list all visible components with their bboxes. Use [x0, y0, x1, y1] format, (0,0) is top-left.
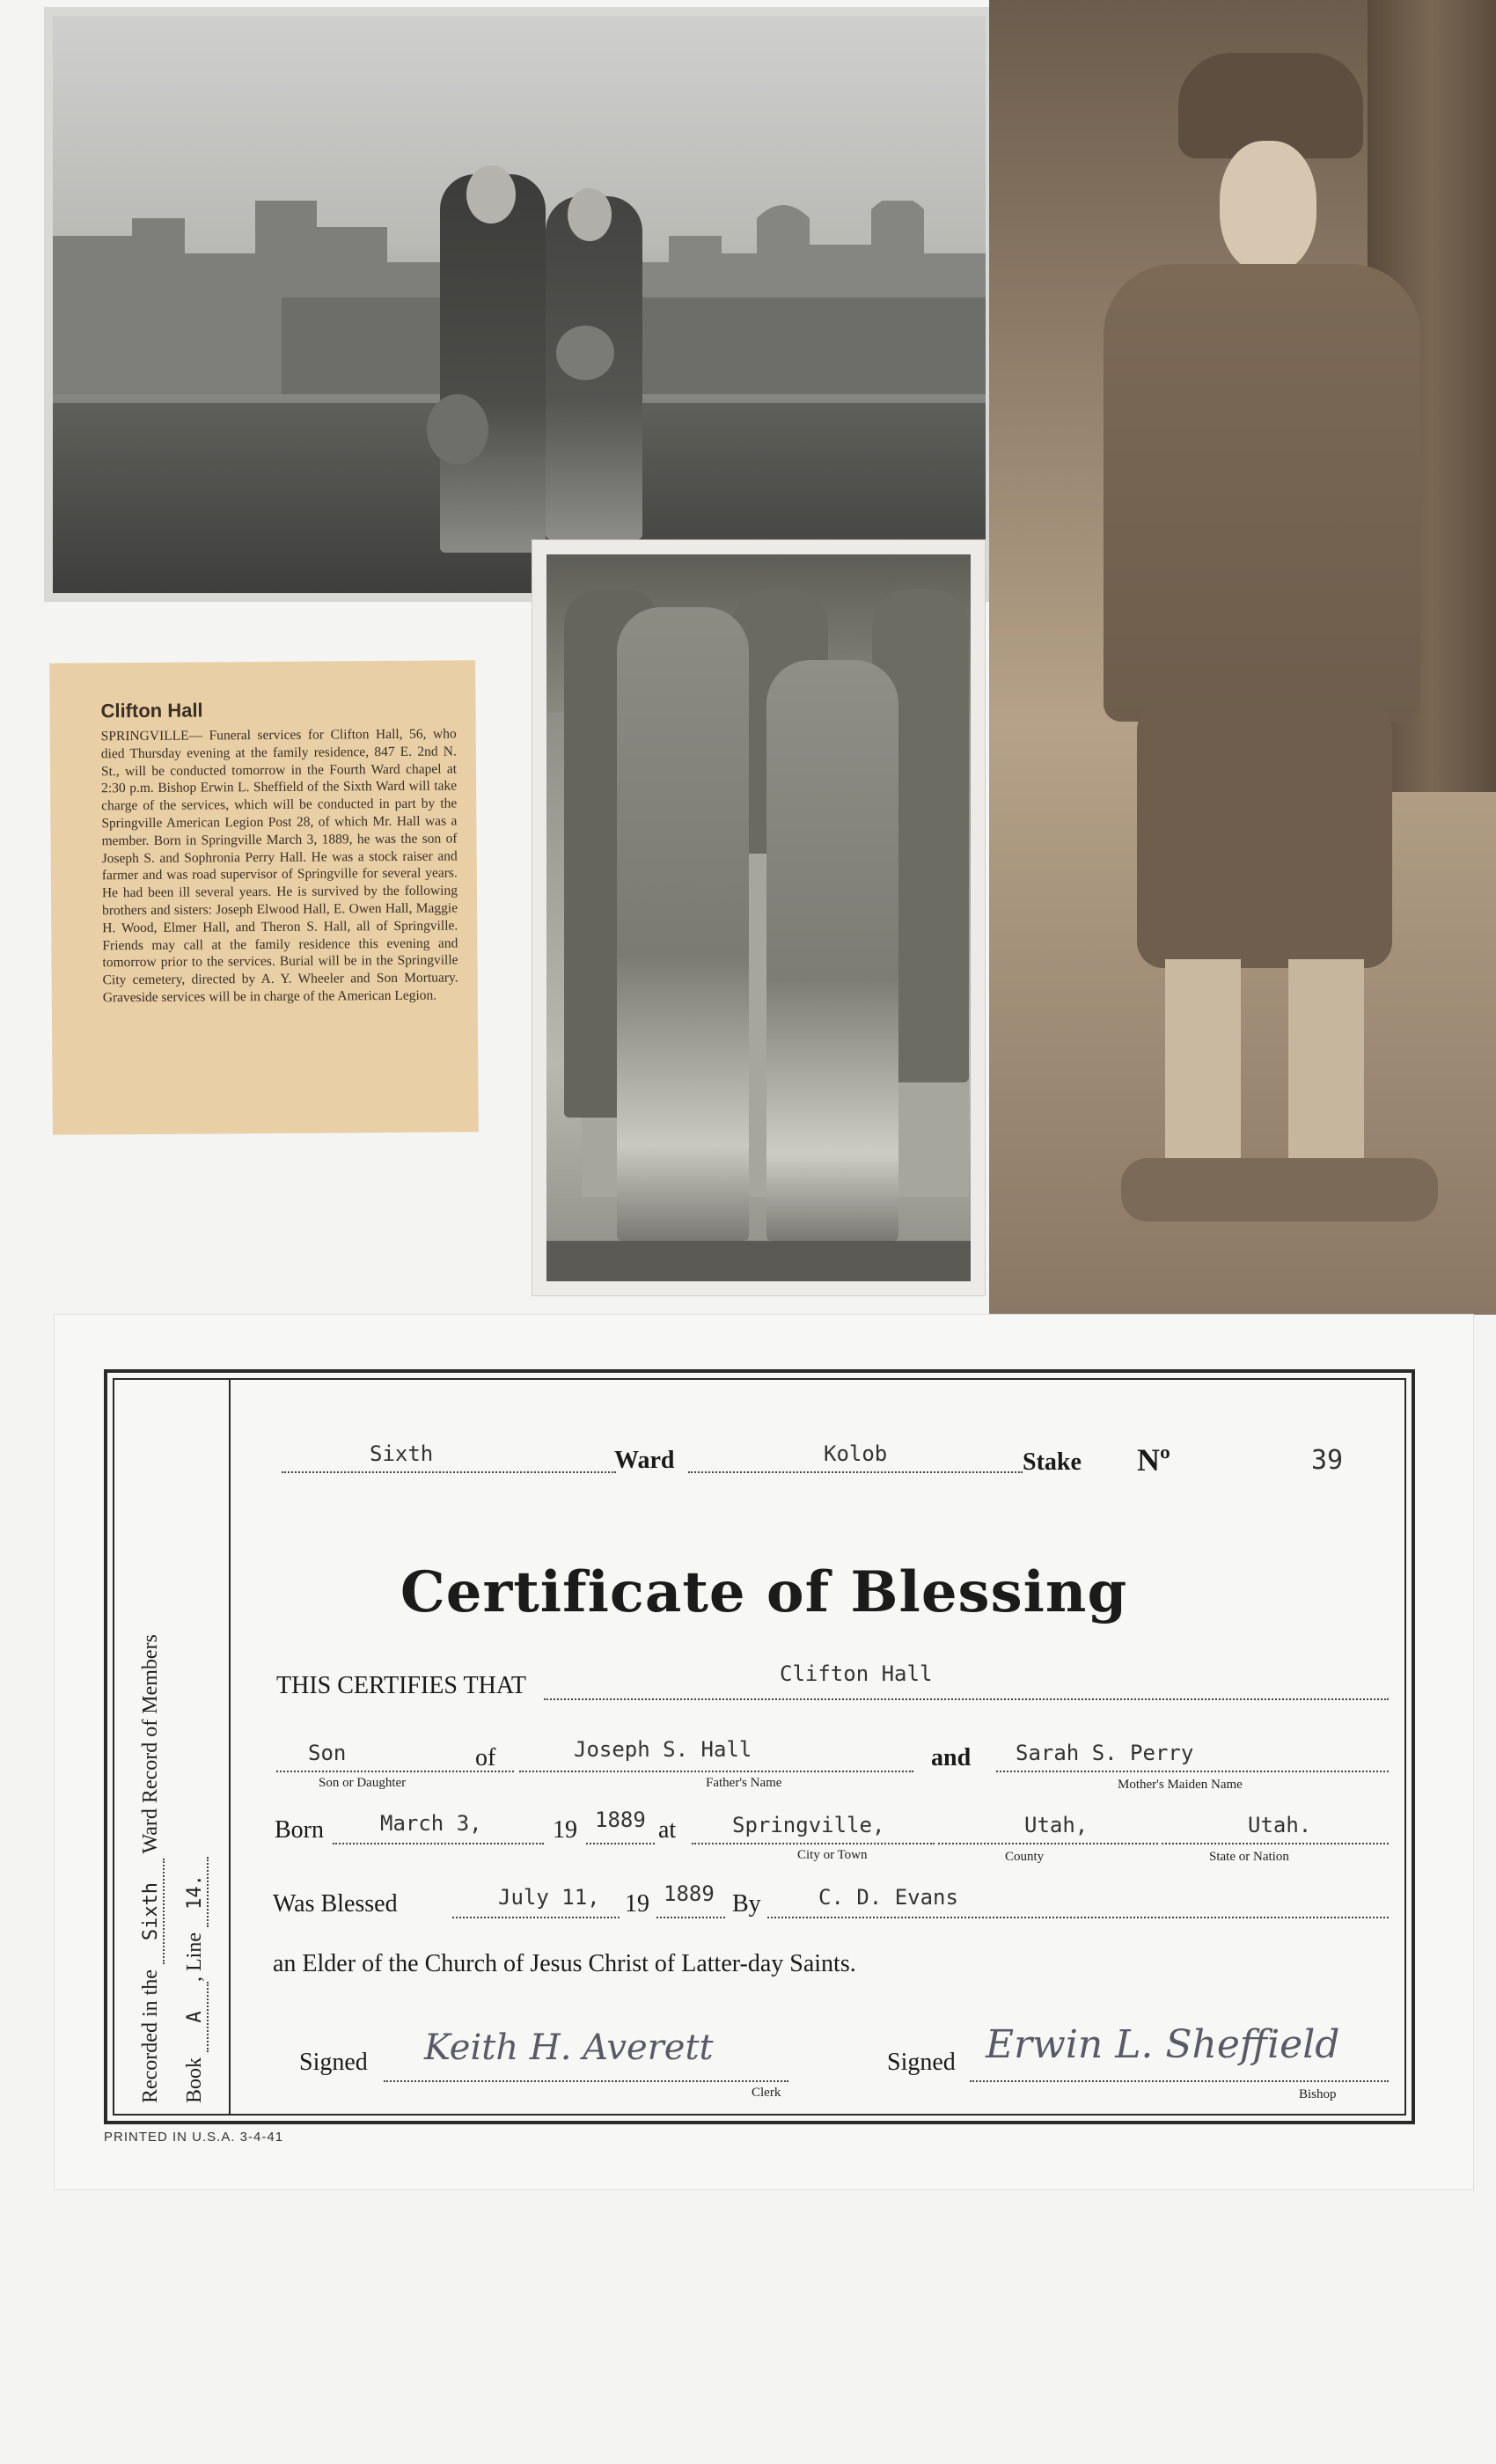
born-label: Born	[275, 1816, 324, 1844]
born-date-line	[333, 1843, 544, 1844]
soldier-front-left	[617, 607, 749, 1241]
clerk-line	[384, 2080, 788, 2082]
relation-value: Son	[308, 1741, 347, 1765]
born-date: March 3,	[380, 1811, 482, 1836]
side-recorded	[139, 1634, 165, 2103]
campaign-hat-left	[427, 394, 488, 465]
signed-label-clerk: Signed	[299, 2049, 368, 2076]
ward-label: Ward	[614, 1447, 675, 1474]
clerk-caption: Clerk	[752, 2086, 781, 2100]
father-caption: Father's Name	[706, 1776, 782, 1790]
blessed-century: 19	[625, 1890, 649, 1918]
certificate-title: Certificate of Blessing	[400, 1559, 1128, 1625]
number-label: Nº	[1137, 1442, 1170, 1478]
side-line-value: 14.	[184, 1874, 206, 1910]
soldier-right-head	[568, 188, 612, 241]
rooftop-photo	[44, 7, 994, 602]
father-name: Joseph S. Hall	[574, 1737, 752, 1762]
side-ward-record-label: Ward Record of Members	[139, 1634, 162, 1854]
by-label: By	[732, 1890, 761, 1918]
stake-line	[688, 1471, 1023, 1473]
blessed-date-line	[452, 1917, 620, 1918]
uniform-jacket	[1104, 264, 1420, 722]
soldier-portrait	[989, 0, 1496, 1315]
ward-value: Sixth	[370, 1441, 434, 1466]
at-label: at	[658, 1816, 677, 1844]
blessed-year-line	[656, 1917, 725, 1918]
mother-caption: Mother's Maiden Name	[1118, 1778, 1243, 1792]
side-recorded-label: Recorded in the	[139, 1969, 162, 2103]
elder-line: an Elder of the Church of Jesus Christ of Latter-day Saints.	[273, 1950, 856, 1977]
child-name: Clifton Hall	[780, 1661, 933, 1686]
born-year-line	[586, 1843, 655, 1844]
side-book-field	[183, 1982, 209, 2052]
certificate-number: 39	[1311, 1445, 1344, 1476]
county-caption: County	[1005, 1850, 1045, 1864]
town-line	[692, 1843, 935, 1844]
stake-value: Kolob	[824, 1441, 888, 1466]
uniform-breeches	[1137, 704, 1392, 968]
mother-line	[996, 1771, 1389, 1772]
town-caption: City or Town	[797, 1848, 868, 1862]
face	[1220, 141, 1316, 273]
county-line	[938, 1843, 1158, 1844]
obituary-headline: Clifton Hall	[100, 699, 203, 722]
bishop-caption: Bishop	[1299, 2087, 1337, 2101]
bishop-line	[970, 2080, 1389, 2082]
side-book-label: Book	[183, 2057, 206, 2103]
born-town: Springville,	[732, 1813, 885, 1837]
soldier-front-right	[766, 660, 898, 1241]
blessed-date: July 11,	[498, 1885, 600, 1910]
side-line-label: Line	[183, 1932, 206, 1971]
certificate-border-inner	[113, 1378, 1406, 2116]
blessed-by: C. D. Evans	[818, 1885, 958, 1910]
printed-in-usa: PRINTED IN U.S.A. 3-4-41	[104, 2130, 284, 2145]
mother-name: Sarah S. Perry	[1016, 1741, 1194, 1765]
side-line-field	[183, 1857, 209, 1927]
clerk-signature: Keith H. Averett	[424, 2028, 714, 2068]
born-century: 19	[553, 1816, 577, 1844]
certifies-label: THIS CERTIFIES THAT	[276, 1672, 527, 1699]
soldier-left	[440, 174, 546, 553]
side-strip-divider	[229, 1378, 231, 2116]
name-line	[544, 1698, 1389, 1700]
stake-label: Stake	[1023, 1448, 1082, 1476]
campaign-hat-right	[556, 326, 614, 380]
soldier-left-head	[466, 165, 516, 224]
ground	[546, 1241, 971, 1281]
blessed-year: 1889	[664, 1881, 715, 1906]
obituary-text: SPRINGVILLE— Funeral services for Clifton Hall, 56, who died Thursday evening at the family residence, 847 E. 2nd N. St., will be conducted tomorrow in the Fourth Ward chapel at 2:30 p.m. Bishop Erwin L. Sheffield of the Sixth Ward will take charge of the services, which will be conducted in part by the Springville American Legion Post 28, of which Mr. Hall was a member. Born in Springville March 3, 1889, he was the son of Joseph S. and Sophronia Perry Hall. He was a stock raiser and farmer and was road supervisor of Springville for several years. He had been ill several years. He is survived by the following brothers and sisters: Joseph Elwood Hall, E. Owen Hall, Maggie H. Wood, Elmer Hall, and Theron S. Hall, all of Springville. Friends may call at the family residence this evening and tomorrow prior to the services. Burial will be in the Springville City cemetery, directed by A. Y. Wheeler and Son Mortuary. Graveside services will be in charge of the American Legion.	[100, 726, 458, 1006]
state-caption: State or Nation	[1209, 1850, 1289, 1864]
blessed-label: Was Blessed	[273, 1890, 398, 1918]
and-label: and	[931, 1744, 972, 1771]
father-line	[519, 1771, 913, 1772]
ward-line	[282, 1471, 616, 1473]
relation-caption: Son or Daughter	[319, 1776, 407, 1790]
boots	[1121, 1158, 1438, 1221]
side-book-value: A	[184, 2011, 206, 2023]
obituary-clipping	[49, 660, 479, 1134]
side-ward-field	[139, 1859, 165, 1964]
born-year: 1889	[595, 1808, 646, 1832]
blessed-by-line	[767, 1917, 1389, 1918]
group-photo	[532, 540, 985, 1295]
born-county: Utah,	[1024, 1813, 1089, 1837]
side-ward-value: Sixth	[140, 1881, 162, 1941]
certificate-of-blessing	[55, 1315, 1473, 2189]
signed-label-bishop: Signed	[887, 2049, 956, 2076]
leggings-left	[1165, 959, 1241, 1162]
side-book-line: Book A, Line 14.	[183, 1857, 209, 2103]
of-label: of	[475, 1744, 496, 1771]
state-line	[1162, 1843, 1389, 1844]
leggings-right	[1288, 959, 1364, 1162]
born-state: Utah.	[1248, 1813, 1312, 1837]
bishop-signature: Erwin L. Sheffield	[986, 2022, 1340, 2067]
